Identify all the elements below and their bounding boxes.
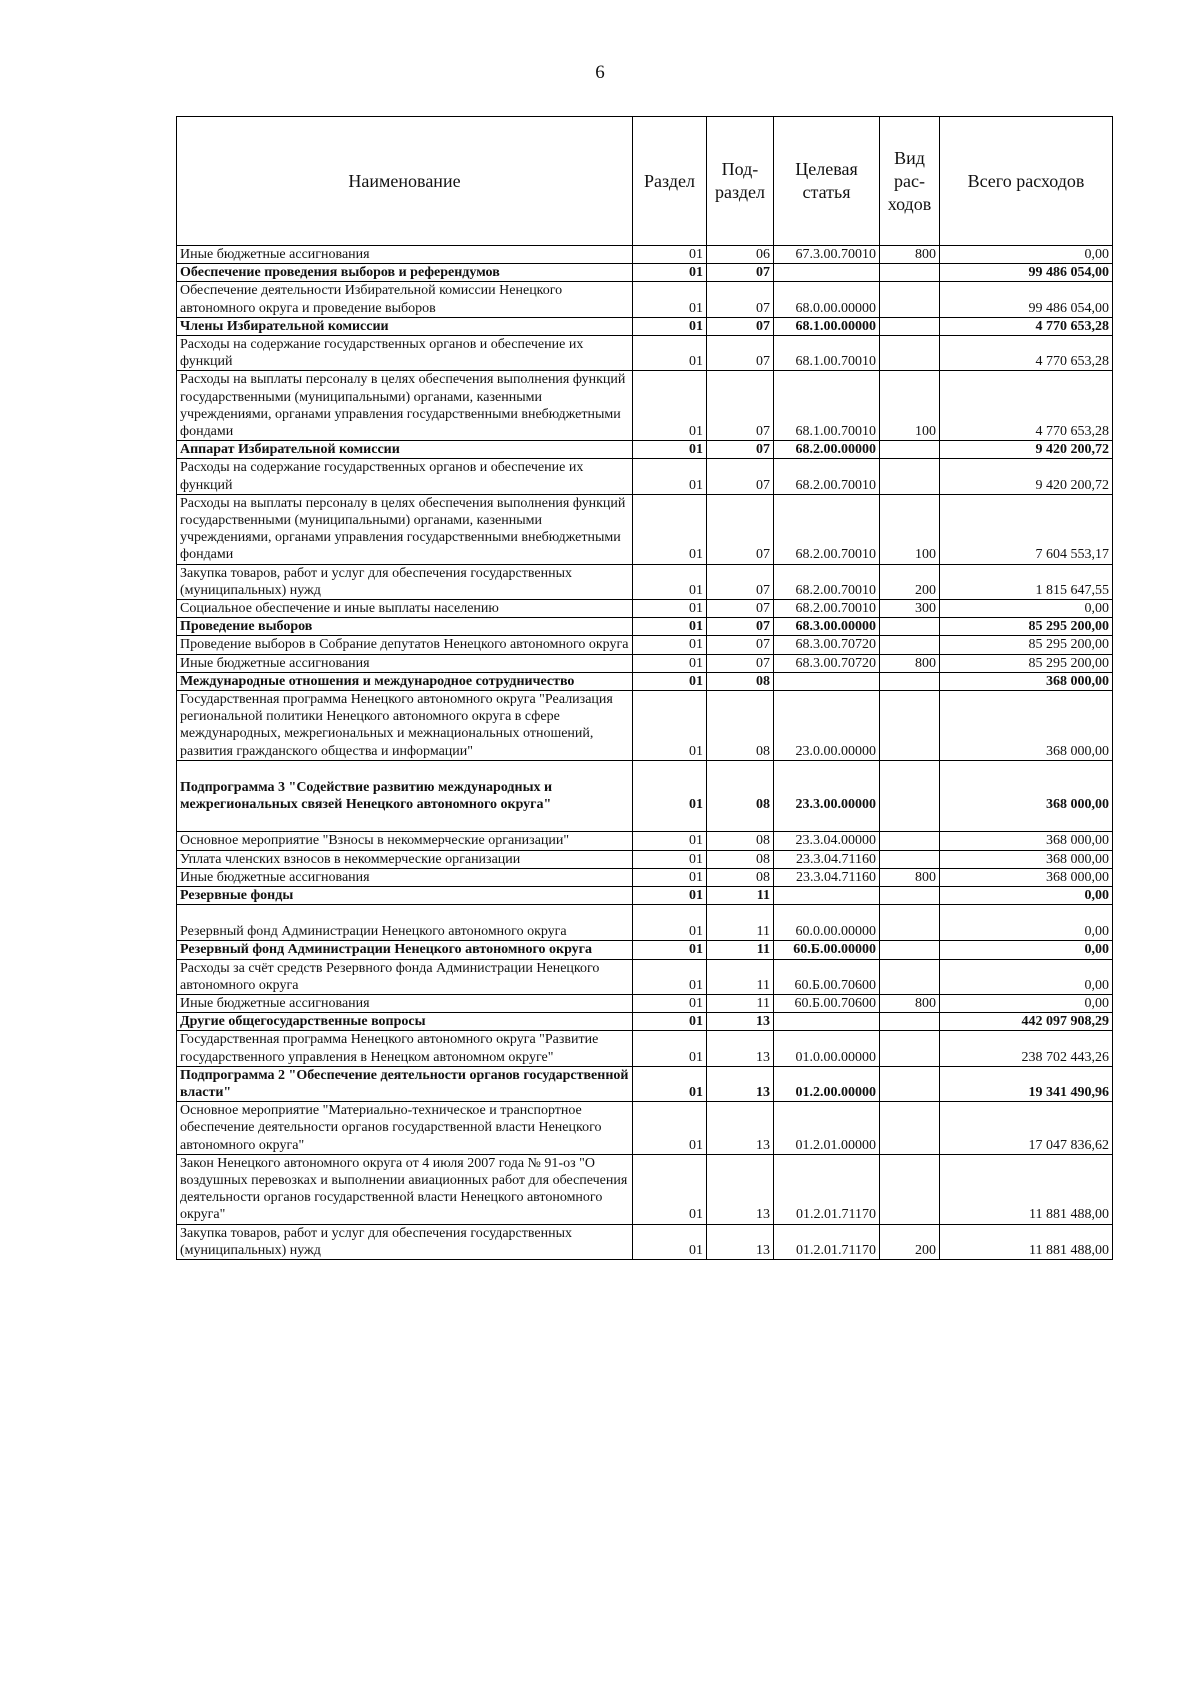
row-section: 01 <box>633 459 707 494</box>
table-row <box>177 1066 1113 1101</box>
row-name: Расходы за счёт средств Резервного фонда Администрации Ненецкого автономного округа <box>177 959 633 994</box>
row-expense-type <box>880 886 940 904</box>
row-name: Расходы на выплаты персоналу в целях обеспечения выполнения функций государственными (муниципальными) органами, казенными учреждениями, органами управления государственными внебюджетными фондами <box>177 494 633 564</box>
row-total: 9 420 200,72 <box>940 459 1113 494</box>
row-subsection: 07 <box>707 600 774 618</box>
row-subsection: 07 <box>707 441 774 459</box>
row-subsection: 08 <box>707 832 774 850</box>
row-total: 17 047 836,62 <box>940 1102 1113 1155</box>
row-article: 68.3.00.00000 <box>774 618 880 636</box>
row-article: 68.2.00.70010 <box>774 600 880 618</box>
row-article: 01.2.01.71170 <box>774 1224 880 1259</box>
row-expense-type <box>880 832 940 850</box>
row-article: 01.2.00.00000 <box>774 1066 880 1101</box>
row-name: Иные бюджетные ассигнования <box>177 654 633 672</box>
table-row <box>177 886 1113 904</box>
row-article <box>774 264 880 282</box>
row-subsection: 07 <box>707 459 774 494</box>
row-name: Иные бюджетные ассигнования <box>177 868 633 886</box>
row-subsection: 07 <box>707 654 774 672</box>
row-expense-type: 800 <box>880 654 940 672</box>
row-subsection: 13 <box>707 1066 774 1101</box>
row-total: 368 000,00 <box>940 691 1113 761</box>
row-article: 68.3.00.70720 <box>774 654 880 672</box>
row-section: 01 <box>633 494 707 564</box>
row-expense-type <box>880 282 940 317</box>
row-name: Иные бюджетные ассигнования <box>177 994 633 1012</box>
row-total: 0,00 <box>940 959 1113 994</box>
row-name: Основное мероприятие "Материально-техническое и транспортное обеспечение деятельности органов государственной власти Ненецкого автономного округа" <box>177 1102 633 1155</box>
row-expense-type: 200 <box>880 564 940 599</box>
row-article: 23.3.04.71160 <box>774 868 880 886</box>
col-header-article: Целевая статья <box>774 117 880 246</box>
row-section: 01 <box>633 317 707 335</box>
table-row <box>177 441 1113 459</box>
row-expense-type <box>880 336 940 371</box>
row-total: 368 000,00 <box>940 760 1113 831</box>
row-expense-type: 800 <box>880 246 940 264</box>
table-row <box>177 672 1113 690</box>
row-name: Расходы на выплаты персоналу в целях обеспечения выполнения функций государственными (муниципальными) органами, казенными учреждениями, органами управления государственными внебюджетными фондами <box>177 371 633 441</box>
row-section: 01 <box>633 264 707 282</box>
row-article: 67.3.00.70010 <box>774 246 880 264</box>
row-name: Обеспечение проведения выборов и референдумов <box>177 264 633 282</box>
row-subsection: 07 <box>707 282 774 317</box>
row-name: Социальное обеспечение и иные выплаты населению <box>177 600 633 618</box>
col-header-expense-type: Вид рас- ходов <box>880 117 940 246</box>
row-section: 01 <box>633 282 707 317</box>
row-name: Члены Избирательной комиссии <box>177 317 633 335</box>
row-article <box>774 1013 880 1031</box>
row-subsection: 06 <box>707 246 774 264</box>
row-subsection: 07 <box>707 636 774 654</box>
row-subsection: 08 <box>707 760 774 831</box>
table-row <box>177 1102 1113 1155</box>
row-subsection: 07 <box>707 618 774 636</box>
row-total: 99 486 054,00 <box>940 282 1113 317</box>
table-row <box>177 1031 1113 1066</box>
row-expense-type <box>880 1154 940 1224</box>
row-subsection: 13 <box>707 1031 774 1066</box>
row-total: 9 420 200,72 <box>940 441 1113 459</box>
table-row <box>177 1013 1113 1031</box>
table-row <box>177 654 1113 672</box>
row-total: 4 770 653,28 <box>940 317 1113 335</box>
row-section: 01 <box>633 1013 707 1031</box>
table-row <box>177 868 1113 886</box>
row-article: 01.2.01.71170 <box>774 1154 880 1224</box>
row-name: Проведение выборов <box>177 618 633 636</box>
row-section: 01 <box>633 654 707 672</box>
row-total: 11 881 488,00 <box>940 1224 1113 1259</box>
row-total: 368 000,00 <box>940 832 1113 850</box>
row-section: 01 <box>633 672 707 690</box>
row-section: 01 <box>633 691 707 761</box>
table-body <box>177 246 1113 1260</box>
row-total: 368 000,00 <box>940 868 1113 886</box>
row-expense-type <box>880 905 940 941</box>
row-total: 368 000,00 <box>940 672 1113 690</box>
table-row <box>177 264 1113 282</box>
row-name: Проведение выборов в Собрание депутатов Ненецкого автономного округа <box>177 636 633 654</box>
row-subsection: 13 <box>707 1013 774 1031</box>
row-total: 0,00 <box>940 941 1113 959</box>
row-article: 60.Б.00.70600 <box>774 959 880 994</box>
row-expense-type <box>880 264 940 282</box>
table-row <box>177 850 1113 868</box>
row-total: 85 295 200,00 <box>940 636 1113 654</box>
page-number: 6 <box>595 62 605 83</box>
row-section: 01 <box>633 941 707 959</box>
row-expense-type: 100 <box>880 371 940 441</box>
row-article: 68.3.00.70720 <box>774 636 880 654</box>
row-article <box>774 672 880 690</box>
row-expense-type <box>880 850 940 868</box>
col-header-total: Всего расходов <box>940 117 1113 246</box>
row-name: Закупка товаров, работ и услуг для обеспечения государственных (муниципальных) нужд <box>177 564 633 599</box>
row-article: 23.3.00.00000 <box>774 760 880 831</box>
row-subsection: 11 <box>707 886 774 904</box>
row-section: 01 <box>633 868 707 886</box>
row-expense-type: 300 <box>880 600 940 618</box>
table-row <box>177 691 1113 761</box>
row-subsection: 07 <box>707 317 774 335</box>
col-header-name: Наименование <box>177 117 633 246</box>
row-expense-type <box>880 760 940 831</box>
row-section: 01 <box>633 1031 707 1066</box>
row-expense-type <box>880 672 940 690</box>
row-name: Уплата членских взносов в некоммерческие организации <box>177 850 633 868</box>
row-expense-type <box>880 1102 940 1155</box>
row-subsection: 13 <box>707 1154 774 1224</box>
row-expense-type: 800 <box>880 868 940 886</box>
row-subsection: 08 <box>707 672 774 690</box>
row-subsection: 07 <box>707 336 774 371</box>
row-section: 01 <box>633 886 707 904</box>
row-article: 68.2.00.70010 <box>774 459 880 494</box>
table-row <box>177 494 1113 564</box>
row-total: 19 341 490,96 <box>940 1066 1113 1101</box>
row-total: 0,00 <box>940 994 1113 1012</box>
row-subsection: 11 <box>707 994 774 1012</box>
row-section: 01 <box>633 760 707 831</box>
table-row <box>177 459 1113 494</box>
row-expense-type <box>880 941 940 959</box>
row-name: Закон Ненецкого автономного округа от 4 июля 2007 года № 91-оз "О воздушных перевозках и выполнении авиационных работ для обеспечения деятельности органов государственной власти Ненецкого автономного округа" <box>177 1154 633 1224</box>
row-name: Резервные фонды <box>177 886 633 904</box>
row-subsection: 07 <box>707 564 774 599</box>
row-article: 23.3.04.00000 <box>774 832 880 850</box>
row-total: 4 770 653,28 <box>940 371 1113 441</box>
row-subsection: 13 <box>707 1102 774 1155</box>
row-article: 01.2.01.00000 <box>774 1102 880 1155</box>
row-expense-type: 800 <box>880 994 940 1012</box>
row-section: 01 <box>633 600 707 618</box>
row-total: 0,00 <box>940 905 1113 941</box>
row-article: 68.0.00.00000 <box>774 282 880 317</box>
table-row <box>177 959 1113 994</box>
row-section: 01 <box>633 246 707 264</box>
row-name: Закупка товаров, работ и услуг для обеспечения государственных (муниципальных) нужд <box>177 1224 633 1259</box>
row-total: 11 881 488,00 <box>940 1154 1113 1224</box>
table-row <box>177 905 1113 941</box>
row-section: 01 <box>633 959 707 994</box>
row-name: Подпрограмма 2 "Обеспечение деятельности органов государственной власти" <box>177 1066 633 1101</box>
row-article <box>774 886 880 904</box>
row-expense-type <box>880 618 940 636</box>
row-subsection: 08 <box>707 691 774 761</box>
row-expense-type <box>880 959 940 994</box>
table-row <box>177 317 1113 335</box>
row-section: 01 <box>633 564 707 599</box>
table-row <box>177 371 1113 441</box>
row-name: Подпрограмма 3 "Содействие развитию международных и межрегиональных связей Ненецкого автономного округа" <box>177 760 633 831</box>
row-article: 23.0.00.00000 <box>774 691 880 761</box>
row-subsection: 07 <box>707 494 774 564</box>
row-total: 0,00 <box>940 886 1113 904</box>
row-subsection: 11 <box>707 959 774 994</box>
row-section: 01 <box>633 441 707 459</box>
row-total: 99 486 054,00 <box>940 264 1113 282</box>
table-row <box>177 760 1113 831</box>
row-name: Резервный фонд Администрации Ненецкого автономного округа <box>177 941 633 959</box>
row-expense-type <box>880 691 940 761</box>
row-name: Государственная программа Ненецкого автономного округа "Реализация региональной политики Ненецкого автономного округа в сфере международных, межрегиональных и межнациональных отношений, развития гражданского общества и информации" <box>177 691 633 761</box>
row-subsection: 08 <box>707 850 774 868</box>
row-article: 68.2.00.70010 <box>774 494 880 564</box>
row-expense-type <box>880 1031 940 1066</box>
row-expense-type <box>880 459 940 494</box>
row-section: 01 <box>633 1224 707 1259</box>
table-row <box>177 336 1113 371</box>
row-section: 01 <box>633 832 707 850</box>
row-name: Аппарат Избирательной комиссии <box>177 441 633 459</box>
col-header-section: Раздел <box>633 117 707 246</box>
row-total: 238 702 443,26 <box>940 1031 1113 1066</box>
row-name: Резервный фонд Администрации Ненецкого автономного округа <box>177 905 633 941</box>
row-name: Обеспечение деятельности Избирательной комиссии Ненецкого автономного округа и проведение выборов <box>177 282 633 317</box>
budget-table <box>176 116 1113 1260</box>
row-expense-type <box>880 636 940 654</box>
row-article: 68.1.00.00000 <box>774 317 880 335</box>
row-subsection: 08 <box>707 868 774 886</box>
row-section: 01 <box>633 994 707 1012</box>
row-subsection: 11 <box>707 941 774 959</box>
table-row <box>177 1154 1113 1224</box>
row-name: Иные бюджетные ассигнования <box>177 246 633 264</box>
row-article: 60.Б.00.00000 <box>774 941 880 959</box>
row-section: 01 <box>633 1066 707 1101</box>
row-article: 01.0.00.00000 <box>774 1031 880 1066</box>
row-section: 01 <box>633 1154 707 1224</box>
row-section: 01 <box>633 1102 707 1155</box>
row-article: 68.2.00.70010 <box>774 564 880 599</box>
row-name: Основное мероприятие "Взносы в некоммерческие организации" <box>177 832 633 850</box>
row-expense-type <box>880 1066 940 1101</box>
table-row <box>177 618 1113 636</box>
row-section: 01 <box>633 336 707 371</box>
row-article: 68.1.00.70010 <box>774 371 880 441</box>
row-section: 01 <box>633 618 707 636</box>
row-total: 0,00 <box>940 600 1113 618</box>
row-name: Государственная программа Ненецкого автономного округа "Развитие государственного управления в Ненецком автономном округе" <box>177 1031 633 1066</box>
row-article: 23.3.04.71160 <box>774 850 880 868</box>
row-expense-type: 100 <box>880 494 940 564</box>
row-section: 01 <box>633 371 707 441</box>
table-header-row <box>177 117 1113 246</box>
row-total: 0,00 <box>940 246 1113 264</box>
table-row <box>177 282 1113 317</box>
row-total: 85 295 200,00 <box>940 654 1113 672</box>
row-total: 7 604 553,17 <box>940 494 1113 564</box>
table-row <box>177 600 1113 618</box>
col-header-subsection: Под- раздел <box>707 117 774 246</box>
row-expense-type: 200 <box>880 1224 940 1259</box>
row-expense-type <box>880 1013 940 1031</box>
row-name: Расходы на содержание государственных органов и обеспечение их функций <box>177 459 633 494</box>
row-total: 85 295 200,00 <box>940 618 1113 636</box>
table-row <box>177 941 1113 959</box>
table-row <box>177 832 1113 850</box>
row-article: 68.1.00.70010 <box>774 336 880 371</box>
row-expense-type <box>880 441 940 459</box>
row-article: 60.Б.00.70600 <box>774 994 880 1012</box>
row-section: 01 <box>633 850 707 868</box>
table-row <box>177 564 1113 599</box>
row-article: 60.0.00.00000 <box>774 905 880 941</box>
row-name: Международные отношения и международное сотрудничество <box>177 672 633 690</box>
row-total: 368 000,00 <box>940 850 1113 868</box>
row-name: Другие общегосударственные вопросы <box>177 1013 633 1031</box>
row-total: 442 097 908,29 <box>940 1013 1113 1031</box>
table-row <box>177 246 1113 264</box>
row-expense-type <box>880 317 940 335</box>
row-subsection: 07 <box>707 371 774 441</box>
table-row <box>177 994 1113 1012</box>
row-total: 1 815 647,55 <box>940 564 1113 599</box>
row-name: Расходы на содержание государственных органов и обеспечение их функций <box>177 336 633 371</box>
row-section: 01 <box>633 905 707 941</box>
row-subsection: 13 <box>707 1224 774 1259</box>
table-row <box>177 1224 1113 1259</box>
table-row <box>177 636 1113 654</box>
row-subsection: 11 <box>707 905 774 941</box>
row-section: 01 <box>633 636 707 654</box>
row-subsection: 07 <box>707 264 774 282</box>
row-total: 4 770 653,28 <box>940 336 1113 371</box>
row-article: 68.2.00.00000 <box>774 441 880 459</box>
